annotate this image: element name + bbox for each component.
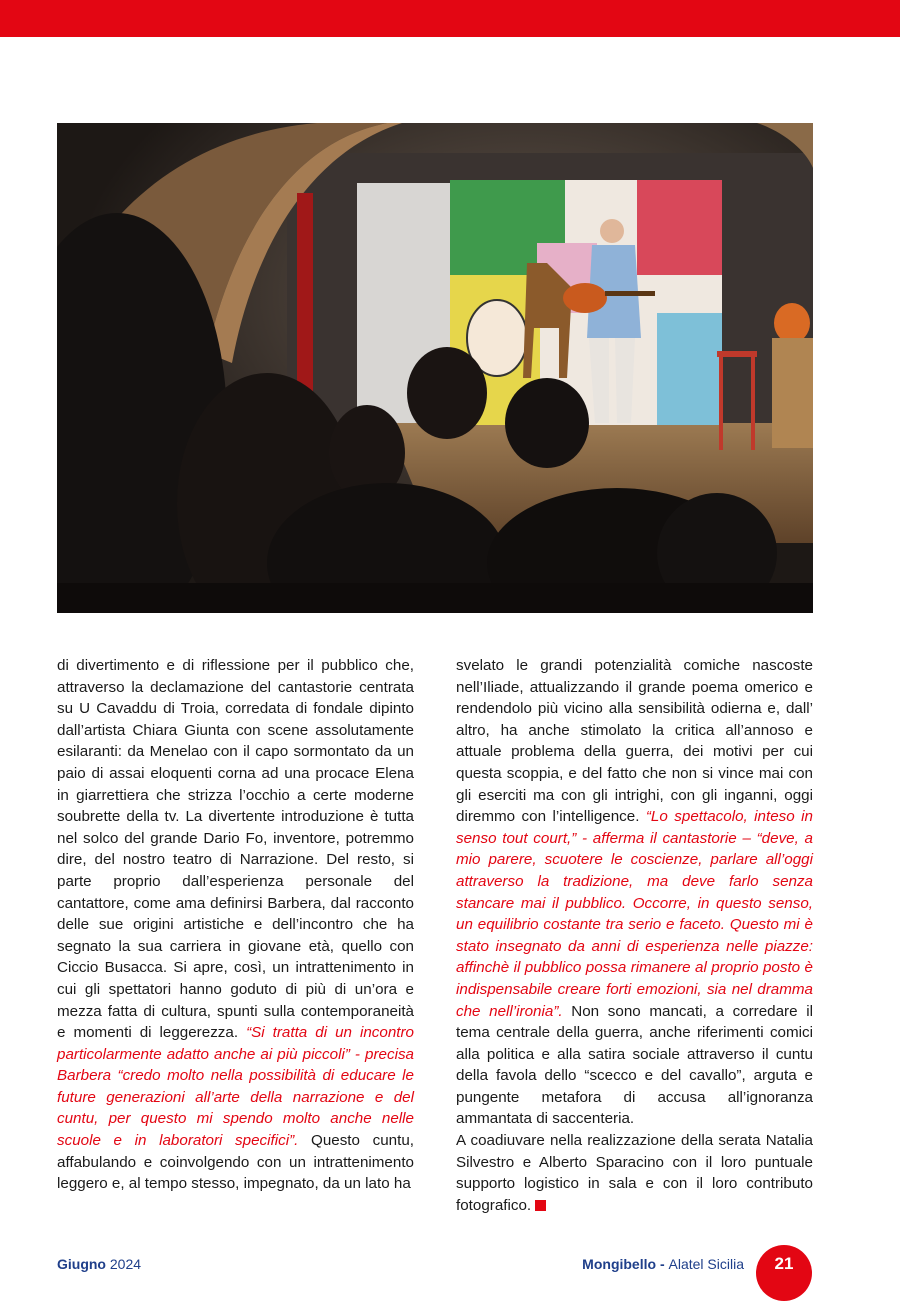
top-red-bar: [0, 0, 900, 37]
end-square-icon: [535, 1200, 546, 1211]
quote-cantastorie: “Lo spettacolo, inteso in senso tout court,” - afferma il cantastorie – “deve, a mio parere, scuotere le coscienze, parlare all’oggi attraverso la tradizione, ma deve farlo senza stancare mai il pubblico. Occorre, in questo senso, un equilibrio costante tra serio e faceto. Questo mi è stato insegnato da anni di esperienza nelle piazze: affinchè il pubblico possa rimanere al proprio posto è indispensabile creare forti emozioni, sia nel dramma che nell’ironia”.: [456, 808, 813, 1020]
body-text: Non sono mancati, a corredare il tema centrale della guerra, anche riferimenti comici alla politica e alla satira sociale attraverso il cuntu della favola dello “scecco e del cavallo”, arguta e pungente metafora di accusa all’ignoranza ammantata di saccenteria.: [456, 1002, 813, 1128]
footer-year: 2024: [106, 1256, 142, 1272]
footer-publication: [582, 1256, 744, 1272]
body-paragraph: [57, 655, 414, 1195]
footer-magazine: Mongibello: [582, 1256, 657, 1272]
body-paragraph: [456, 655, 813, 1130]
footer-month: Giugno: [57, 1256, 106, 1272]
body-text: svelato le grandi potenzialità comiche nascoste nell’Iliade, attualizzando il grande poema omerico e rendendolo più vicino alla sensibilità odierna e, dall’ altro, ha anche stimolato la critica all’annoso e attuale problema della guerra, dei motivi per cui questa scoppia, e del fatto che non si vince mai con gli eserciti ma con gli intrighi, con gli inganni, oggi diremmo con l’intelligence.: [456, 657, 813, 826]
theater-performance-photo: [57, 123, 813, 613]
text-column-right: [456, 655, 813, 1216]
body-text: A coadiuvare nella realizzazione della serata Natalia Silvestro e Alberto Sparacino con il loro puntuale supporto logistico in sala e con il loro contributo fotografico.: [456, 1132, 813, 1214]
page-number: 21: [774, 1254, 794, 1273]
text-column-left: [57, 655, 414, 1195]
quote-barbera: “Si tratta di un incontro particolarmente adatto anche ai più piccoli” - precisa Barbera “credo molto nella possibilità di educare le future generazioni all’arte della narrazione e del cuntu, per questo mi spendo molto anche nelle scuole e in laboratori specifici”.: [57, 1024, 415, 1150]
article-photo: [57, 123, 813, 613]
closing-paragraph: [456, 1130, 813, 1216]
footer-separator: -: [656, 1256, 669, 1272]
footer-date: [57, 1256, 141, 1272]
body-text: Questo cuntu, affabulando e coinvolgendo con un intrattenimento leggero e, al tempo stesso, impegnato, da un lato ha: [57, 1132, 414, 1193]
footer-publisher: Alatel Sicilia: [668, 1256, 744, 1272]
body-text: di divertimento e di riflessione per il pubblico che, attraverso la declamazione del cantastorie centrata su U Cavaddu di Troia, corredata di fondale dipinto dall’artista Chiara Giunta con scene assolutamente esilaranti: da Menelao con il capo sormontato da un paio di assai eloquenti corna ad una procace Elena in giarrettiera che strizza l’occhio a certe moderne soubrette della tv. La divertente introduzione è tutta nel solco del grande Dario Fo, inventore, potremmo dire, del nostro teatro di Narrazione. Del resto, si parte proprio dall’esperienza personale del cantattore, come ama definirsi Barbera, dal racconto delle sue origini artistiche e dell’incontro che ha segnato la sua carriera in giovane età, quello con Ciccio Busacca. Si apre, così, un intrattenimento in cui gli spettatori hanno goduto di più di un’ora e mezza fatta di cultura, spunti sulla contemporaneità e momenti di leggerezza.: [57, 657, 414, 1042]
